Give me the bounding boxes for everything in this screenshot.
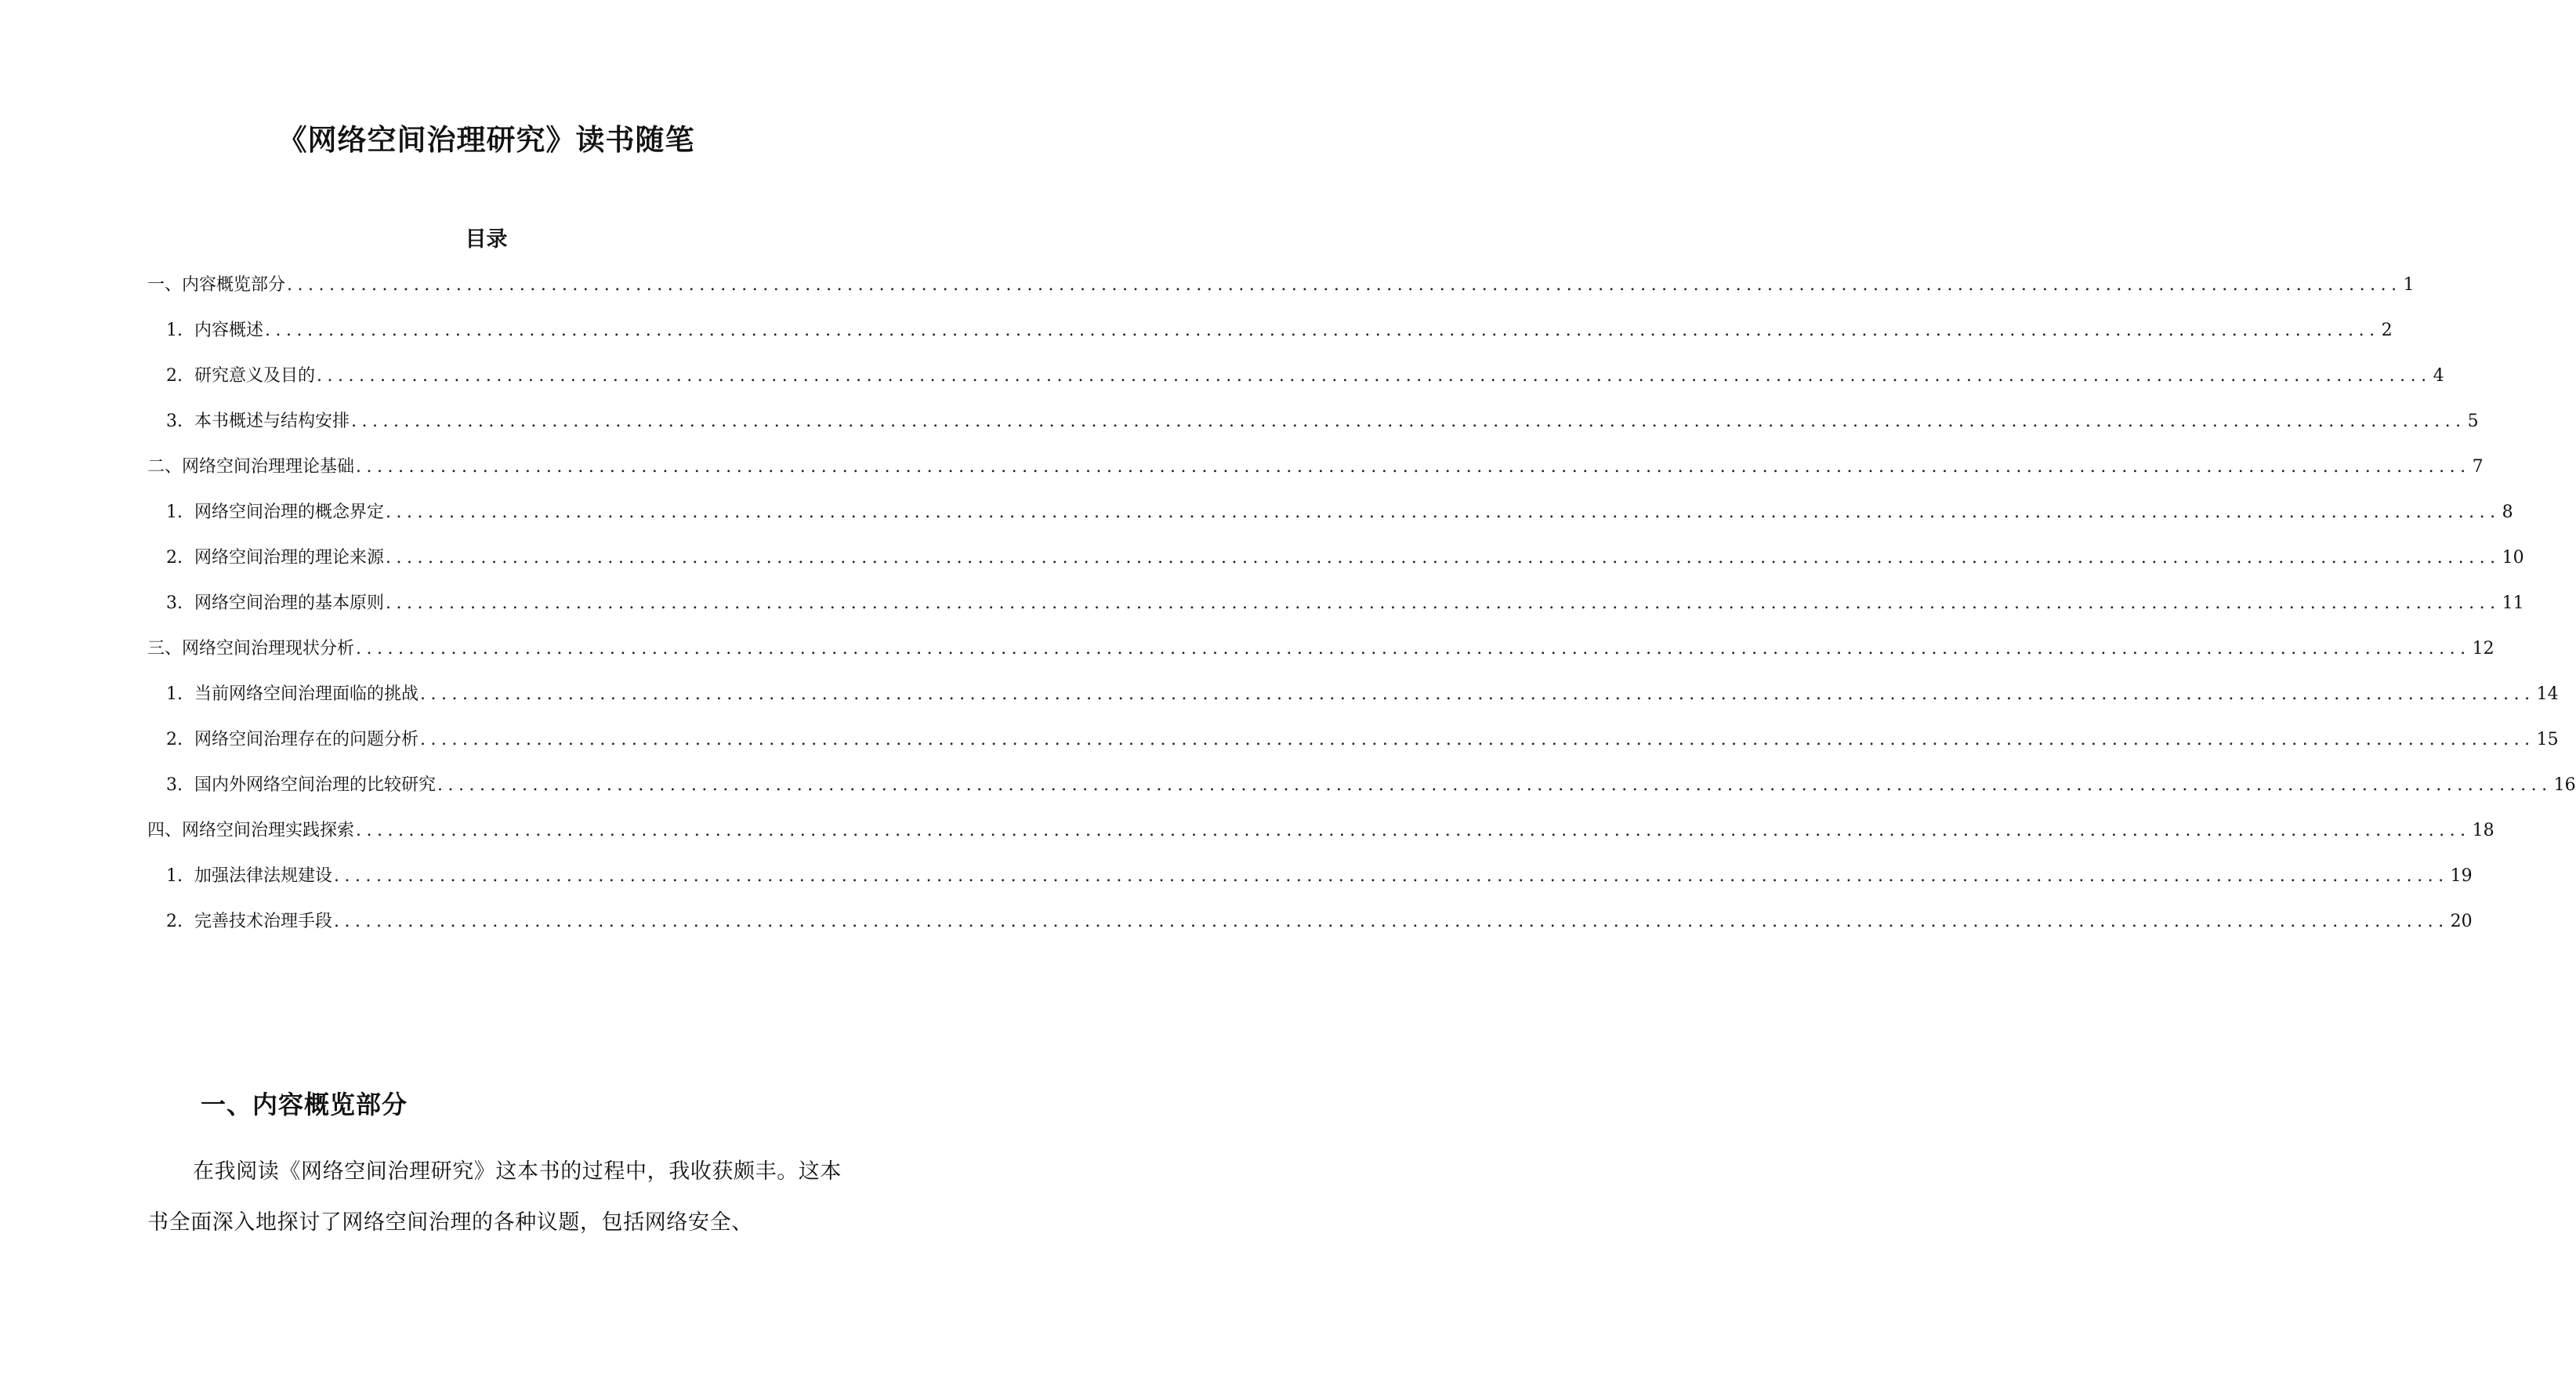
toc-leader-dots: ........................................................................................................................................................................................................: [317, 366, 2432, 386]
toc-entry-label: 加强法律法规建设: [194, 866, 333, 886]
toc-leader-dots: ........................................................................................................................................................................................................: [356, 821, 2471, 840]
toc-entry-page-number: 1: [2403, 275, 2415, 295]
toc-leader-dots: ........................................................................................................................................................................................................: [386, 502, 2501, 522]
toc-entry-label: 四、网络空间治理实践探索: [147, 821, 355, 840]
toc-leader-dots: ........................................................................................................................................................................................................: [356, 457, 2471, 477]
toc-entry-section[interactable]: [166, 727, 2559, 753]
toc-entry-label: 网络空间治理的理论来源: [194, 548, 385, 568]
toc-entry-chapter[interactable]: [147, 273, 2415, 298]
toc-leader-dots: ........................................................................................................................................................................................................: [386, 548, 2501, 568]
toc-entry-number: 2.: [166, 548, 183, 568]
toc-entry-label: 本书概述与结构安排: [194, 412, 350, 431]
toc-entry-section[interactable]: [166, 773, 2576, 798]
toc-entry-label: 当前网络空间治理面临的挑战: [194, 684, 419, 704]
toc-leader-dots: ........................................................................................................................................................................................................: [356, 639, 2471, 658]
toc-entry-section[interactable]: [166, 500, 2513, 525]
toc-entry-number: 1.: [166, 502, 183, 522]
body-paragraph: 在我阅读《网络空间治理研究》这本书的过程中，我收获颇丰。这本书全面深入地探讨了网络空间治理的各种议题，包括网络安全、: [147, 1159, 842, 1235]
toc-leader-dots: ........................................................................................................................................................................................................: [334, 866, 2449, 886]
toc-leader-dots: ........................................................................................................................................................................................................: [437, 775, 2552, 795]
toc-entry-page-number: 8: [2502, 502, 2513, 522]
toc-entry-section[interactable]: [166, 682, 2559, 707]
toc-leader-dots: ........................................................................................................................................................................................................: [420, 684, 2535, 704]
toc-entry-page-number: 15: [2536, 730, 2559, 749]
toc-entry-number: 3.: [166, 593, 183, 613]
toc-entry-section[interactable]: [166, 909, 2473, 934]
toc-entry-number: 1.: [166, 866, 183, 886]
toc-entry-page-number: 2: [2381, 321, 2393, 340]
toc-entry-page-number: 7: [2472, 457, 2484, 477]
section-heading: 一、内容概览部分: [201, 1090, 408, 1119]
toc-entry-section[interactable]: [166, 364, 2444, 389]
toc-entry-page-number: 12: [2472, 639, 2494, 658]
toc-leader-dots: ........................................................................................................................................................................................................: [334, 912, 2449, 931]
toc-entry-number: 2.: [166, 730, 183, 749]
toc-entry-label: 国内外网络空间治理的比较研究: [194, 775, 437, 795]
toc-entry-page-number: 5: [2467, 412, 2479, 431]
toc-entry-page-number: 4: [2433, 366, 2444, 386]
toc-entry-label: 网络空间治理的概念界定: [194, 502, 385, 522]
toc-entry-page-number: 16: [2553, 775, 2576, 795]
toc-entry-label: 内容概述: [194, 321, 264, 340]
toc-heading: 目录: [465, 227, 508, 252]
toc-entry-page-number: 14: [2536, 684, 2559, 704]
toc-leader-dots: ........................................................................................................................................................................................................: [351, 412, 2466, 431]
toc-entry-page-number: 11: [2502, 593, 2524, 613]
toc-entry-number: 2.: [166, 366, 183, 386]
toc-entry-section[interactable]: [166, 546, 2524, 571]
toc-entry-section[interactable]: [166, 318, 2393, 343]
toc-leader-dots: ........................................................................................................................................................................................................: [265, 321, 2380, 340]
toc-entry-label: 网络空间治理的基本原则: [194, 593, 385, 613]
toc-entry-label: 网络空间治理存在的问题分析: [194, 730, 419, 749]
document-title: 《网络空间治理研究》读书随笔: [277, 122, 695, 157]
toc-entry-number: 1.: [166, 684, 183, 704]
toc-entry-number: 3.: [166, 412, 183, 431]
toc-entry-page-number: 20: [2450, 912, 2473, 931]
toc-entry-chapter[interactable]: [147, 818, 2494, 844]
toc-entry-label: 研究意义及目的: [194, 366, 316, 386]
toc-entry-label: 三、网络空间治理现状分析: [147, 639, 355, 658]
toc-entry-number: 3.: [166, 775, 183, 795]
toc-entry-page-number: 19: [2450, 866, 2473, 886]
toc-entry-section[interactable]: [166, 864, 2473, 889]
toc-entry-label: 一、内容概览部分: [147, 275, 286, 295]
toc-entry-page-number: 10: [2502, 548, 2524, 568]
toc-entry-label: 完善技术治理手段: [194, 912, 333, 931]
toc-leader-dots: ........................................................................................................................................................................................................: [287, 275, 2402, 295]
toc-leader-dots: ........................................................................................................................................................................................................: [420, 730, 2535, 749]
toc-entry-label: 二、网络空间治理理论基础: [147, 457, 355, 477]
toc-entry-section[interactable]: [166, 591, 2524, 616]
toc-leader-dots: ........................................................................................................................................................................................................: [386, 593, 2501, 613]
toc-entry-page-number: 18: [2472, 821, 2494, 840]
toc-entry-section[interactable]: [166, 409, 2479, 434]
toc-entry-number: 2.: [166, 912, 183, 931]
toc-entry-chapter[interactable]: [147, 455, 2484, 480]
toc-entry-number: 1.: [166, 321, 183, 340]
toc-entry-chapter[interactable]: [147, 637, 2494, 662]
